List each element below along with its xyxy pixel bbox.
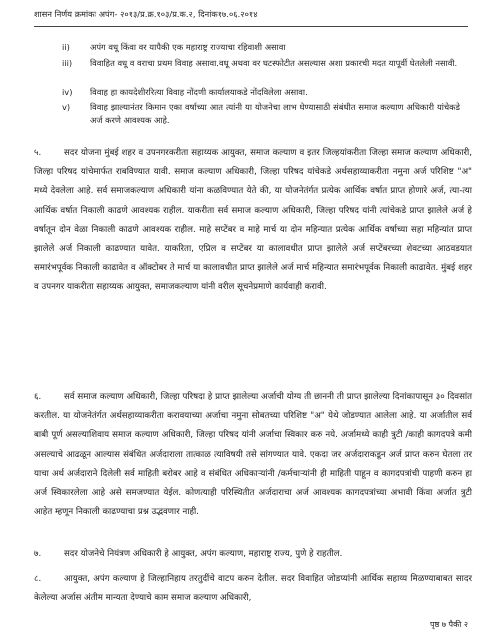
paragraph-text: सदर योजनेचे नियंत्रण अधिकारी हे आयुक्त, अपंग कल्याण, महाराष्ट्र राज्य, पुणे हे राहतील. [64,549,343,559]
condition-text: विवाह झाल्यानंतर किमान एका वर्षाच्या आत त्यांनी या योजनेचा लाभ घेण्यासाठी संबंधीत समाज कल्याण अधिकारी यांचेकडे अर्ज करणे आवश्यक आहे. [90,102,460,125]
condition-text: विवाहित वधू व वराचा प्रथम विवाह असावा.वधू अथवा वर घटस्फोटीत असल्यास अशा प्रकारची मदत यापूर्वी घेतलेली नसावी. [90,58,458,68]
document-header: शासन निर्णय क्रमांकः अपंग- २०१३/प्र.क्र.१०३/प्र.क.२, दिनांक१७.०६.२०१४ [34,9,258,19]
paragraph-number: ७. [34,549,42,559]
page-number: पृष्ठ ७ पैकी २ [430,620,468,629]
condition-number: v) [62,102,71,112]
header-divider [34,26,468,27]
paragraph-text: सदर योजना मुंबई शहर व उपनगरकरीता सहाय्यक आयुक्त, समाज कल्याण व इतर जिल्हयांकरीता जिल्हा समाज कल्याण अधिकारी, जिल्हा परिषद यांचेमार्फत राबविण्यात यावी. समाज कल्याण अधिकारी, जिल्हा परिषद यांचेकडे अर्थसहाय्याकरीता नमुना अर्ज परिशिष्ट "अ" मध्ये देवलेला आहे. सर्व समाजकल्याण अधिकारी यांना कळविण्यात येते की, या योजनेतंर्गत प्रत्येक आर्थिक वर्षात प्राप्त होणारे अर्ज, त्या-त्या आर्थिक वर्षात निकाली काढणे आवश्यक राहील. याकरीता सर्व समाज कल्याण अधिकारी, जिल्हा परिषद यांनी त्यांचेकडे प्राप्त झालेले अर्ज हे वर्षातून दोन वेळा निकाली काढणे आवश्यक राहील. माहे सप्टेंबर व माहे मार्च या दोन महिन्यात प्रत्येक आर्थिक वर्षाच्या सहा महिन्यांत प्राप्त झालेले अर्ज निकाली काढण्यात यावेत. याकरिता, एप्रिल व सप्टेंबर या कालावधीत प्राप्त झालेले अर्ज सप्टेंबरच्या शेवटच्या आठवडयात समारंभपूर्वक निकाली काढावेत व ऑक्टोबर ते मार्च या कालावधीत प्राप्त झालेले अर्ज मार्च महिन्यात समारंभपूर्वक निकाली काढावेत. मुंबई शहर व उपनगर याकरीता सहाय्यक आयुक्त, समाजकल्याण यांनी वरील सूचनेप्रमाणे कार्यवाही करावी. [34,148,472,293]
paragraph-text: सर्व समाज कल्याण अधिकारी, जिल्हा परिषदा हे प्राप्त झालेल्या अर्जाची योग्य ती छाननी ती प्राप्त झालेल्या दिनांकापासून ३० दिवसांत करतील. या योजनेतंर्गत अर्थसहाय्याकरीता करावयाच्या अर्जाचा नमुना सोबतच्या परिशिष्ट "अ" येथे जोडण्यात आलेला आहे. या अर्जातील सर्व बाबी पूर्ण असल्याशिवाय समाज कल्याण अधिकारी, जिल्हा परिषद यांनी अर्जाचा स्विकार करु नये. अर्जामध्ये काही त्रुटी /काही कागदपत्रे कमी असल्याचे आढळून आल्यास संबंधित अर्जदाराला तात्काळ त्याविषयी तसे सांगण्यात यावे. एकदा जर अर्जदाराकडून अर्ज प्राप्त करुन घेतला तर याचा अर्थ अर्जदाराने दिलेली सर्व माहिती बरोबर आहे व संबंधित अधिकाऱ्यांनी /कर्मचाऱ्यांनी ही माहिती पाहून व कागदपत्रांची पाहणी करुन हा अर्ज स्विकारलेला आहे असे समजण्यात येईल. कोणत्याही परिस्थितीत अर्जदाराचा अर्ज आवश्यक कागदपत्रांच्या अभावी किंवा अर्जात त्रुटी आहेत म्हणून निकाली काढण्याचा प्रश्न उद्भवणार नाही. [34,392,472,518]
condition-number: iv) [62,87,73,97]
condition-number: iii) [62,58,73,68]
condition-number: ii) [62,42,70,52]
paragraph-5 [34,144,472,298]
paragraph-7 [34,545,472,564]
paragraph-text: आयुक्त, अपंग कल्याण हे जिल्हानिहाय तरतुदींचे वाटप करुन देतील. सदर विवाहित जोडप्यांनी आर्थिक सहाय्य मिळण्याबाबत सादर केलेल्या अर्जास अंतीम मान्यता देण्याचे काम समाज कल्याण अधिकारी, [34,574,472,604]
paragraph-number: ५. [34,148,42,158]
condition-text: अपंग वधू किंवा वर यापैकी एक महाराष्ट्र राज्याचा रहिवाशी असावा [90,42,286,52]
condition-text: विवाह हा कायदेशीररित्या विवाह नोंदणी कार्यालयाकडे नोंदविलेला असावा. [90,87,308,97]
paragraph-8 [34,570,472,608]
paragraph-number: ८. [34,574,42,584]
paragraph-number: ६. [34,392,42,402]
paragraph-6 [34,388,472,522]
